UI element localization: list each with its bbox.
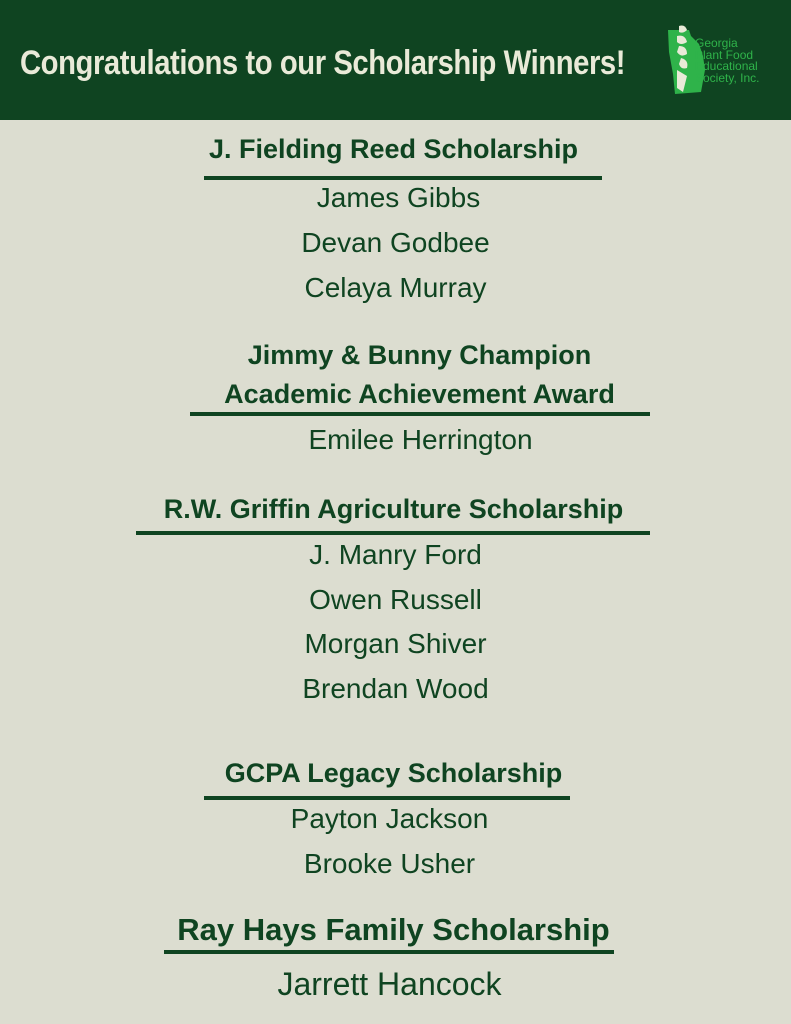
winner-name: Devan Godbee [301,227,490,258]
title-underline [136,531,650,535]
logo-line: Georgia [695,36,738,50]
society-logo [665,22,780,100]
winner-name: Brendan Wood [302,673,489,704]
scholarship-title: Academic Achievement Award [224,379,615,409]
winner-name: Brooke Usher [303,848,476,879]
winner-name: James Gibbs [316,182,481,213]
winner-name: Payton Jackson [290,803,489,834]
scholarship-title: J. Fielding Reed Scholarship [208,134,579,164]
title-underline [190,412,650,416]
logo-line: Society, Inc. [695,70,760,85]
winner-name: Jarrett Hancock [277,966,502,1002]
logo-text [695,38,759,84]
title-underline [204,176,602,180]
title-underline [204,796,570,800]
logo-line: Educational [695,59,758,73]
scholarship-title: Ray Hays Family Scholarship [177,912,610,947]
winner-name: Emilee Herrington [308,424,533,455]
winner-name: Morgan Shiver [304,628,487,659]
winner-name: J. Manry Ford [309,539,482,570]
page-title: Congratulations to our Scholarship Winners! [20,44,626,82]
scholarship-title: GCPA Legacy Scholarship [224,758,563,788]
header-banner [0,0,791,120]
scholarship-title: Jimmy & Bunny Champion [247,340,592,370]
winner-name: Celaya Murray [304,272,487,303]
title-underline [164,950,614,954]
logo-line: Plant Food [695,47,754,62]
scholarship-title: R.W. Griffin Agriculture Scholarship [163,494,624,524]
winner-name: Owen Russell [309,584,482,615]
